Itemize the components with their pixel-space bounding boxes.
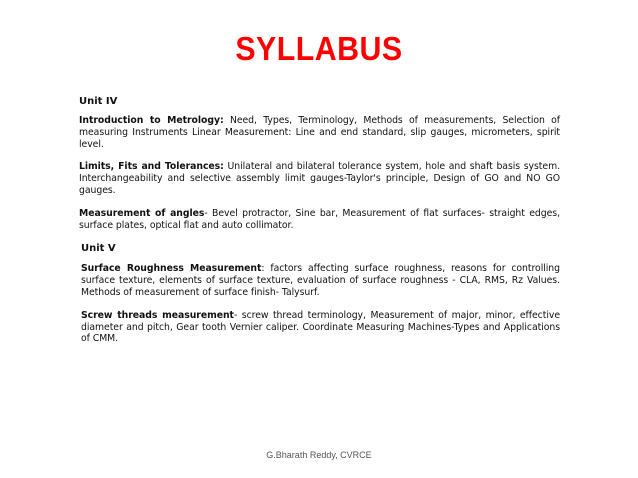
topic-paragraph: [81, 310, 560, 345]
topic-heading: Screw threads measurement: [81, 309, 234, 321]
unit-heading: Unit V: [81, 243, 116, 255]
footer-author: G.Bharath Reddy, CVRCE: [266, 450, 372, 460]
topic-text: Unilateral and bilateral tolerance system, hole and shaft basis system. Interchangeability and selective assembly limit gauges-Taylor's principle, Design of GO and NO GO gauges.: [79, 161, 560, 196]
topic-text: : factors affecting surface roughness, reasons for controlling surface texture, elements of surface texture, evaluation of surface roughness - CLA, RMS, Rz Values. Methods of measurement of surface finish- Talysurf.: [81, 263, 560, 298]
topic-paragraph: [79, 115, 560, 150]
topic-text: - screw thread terminology, Measurement of major, minor, effective diameter and pitch, Gear tooth Vernier caliper. Coordinate Measuring Machines-Types and Applications of CMM.: [81, 309, 560, 345]
unit-heading: Unit IV: [79, 96, 118, 107]
topic-heading: Introduction to Metrology:: [79, 115, 224, 126]
topic-paragraph: [81, 263, 560, 298]
topic-text: Need, Types, Terminology, Methods of measurements, Selection of measuring Instruments Linear Measurement: Line and end standard, slip gauges, micrometers, spirit level.: [79, 115, 560, 150]
topic-heading: Limits, Fits and Tolerances:: [79, 161, 224, 173]
topic-text: - Bevel protractor, Sine bar, Measurement of flat surfaces- straight edges, surface plates, optical flat and auto collimator.: [79, 207, 560, 231]
topic-heading: Surface Roughness Measurement: [81, 263, 262, 275]
syllabus-content: [79, 96, 560, 356]
topic-heading: Measurement of angles: [79, 207, 205, 219]
topic-paragraph: [79, 208, 560, 232]
slide-title: SYLLABUS: [235, 30, 403, 67]
topic-paragraph: [79, 161, 560, 196]
